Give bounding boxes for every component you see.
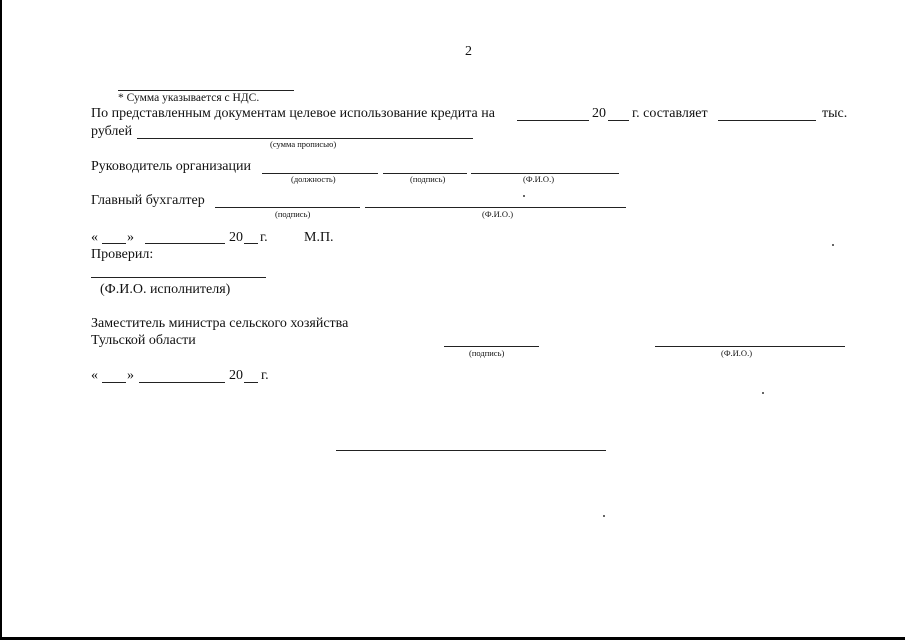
usage-month-blank [517, 120, 589, 121]
scan-speck [603, 515, 605, 517]
date1-year-blank [244, 243, 258, 244]
date1-year-suffix: г. [260, 230, 268, 245]
executor-hint: (Ф.И.О. исполнителя) [100, 282, 231, 297]
usage-unit: тыс. [822, 106, 848, 121]
rubles-label: рублей [91, 124, 133, 139]
accountant-signature-hint: (подпись) [275, 209, 311, 219]
date1-close-quote: » [127, 230, 134, 245]
date1-month-blank [145, 243, 225, 244]
executor-blank [91, 277, 266, 278]
accountant-signature-blank [215, 207, 360, 208]
deputy-name-blank [655, 346, 845, 347]
deputy-name-hint: (Ф.И.О.) [721, 348, 753, 358]
deputy-minister-title-line2: Тульской области [91, 333, 196, 348]
usage-statement-text: По представленным документам целевое использование кредита на [91, 106, 495, 121]
scan-edge-left [0, 0, 2, 640]
date2-year-suffix: г. [261, 368, 269, 383]
scan-speck [523, 195, 525, 197]
head-of-org-label: Руководитель организации [91, 159, 251, 174]
footnote-separator [118, 90, 294, 91]
usage-statement-text-2: г. составляет [632, 106, 708, 121]
end-separator-line [336, 450, 606, 451]
date1-day-blank [102, 243, 126, 244]
date2-open-quote: « [91, 368, 98, 383]
amount-words-hint: (сумма прописью) [270, 139, 337, 149]
head-position-hint: (должность) [291, 174, 336, 184]
stamp-place-label: М.П. [304, 230, 334, 245]
date1-year-prefix: 20 [229, 230, 243, 245]
accountant-name-blank [365, 207, 626, 208]
usage-year-blank [608, 120, 629, 121]
date2-close-quote: » [127, 368, 134, 383]
page-number: 2 [465, 44, 472, 59]
date2-year-blank [244, 382, 258, 383]
usage-amount-blank [718, 120, 816, 121]
date2-month-blank [139, 382, 225, 383]
deputy-signature-hint: (подпись) [469, 348, 505, 358]
footnote-text: * Сумма указывается с НДС. [118, 92, 260, 104]
chief-accountant-label: Главный бухгалтер [91, 193, 205, 208]
accountant-name-hint: (Ф.И.О.) [482, 209, 514, 219]
usage-year-prefix: 20 [592, 106, 606, 121]
deputy-signature-blank [444, 346, 539, 347]
head-name-hint: (Ф.И.О.) [523, 174, 555, 184]
date2-day-blank [102, 382, 126, 383]
deputy-minister-title-line1: Заместитель министра сельского хозяйства [91, 316, 349, 331]
scan-speck [762, 392, 764, 394]
scan-speck [832, 244, 834, 246]
head-signature-hint: (подпись) [410, 174, 446, 184]
date2-year-prefix: 20 [229, 368, 243, 383]
checked-label: Проверил: [91, 247, 154, 262]
date1-open-quote: « [91, 230, 98, 245]
